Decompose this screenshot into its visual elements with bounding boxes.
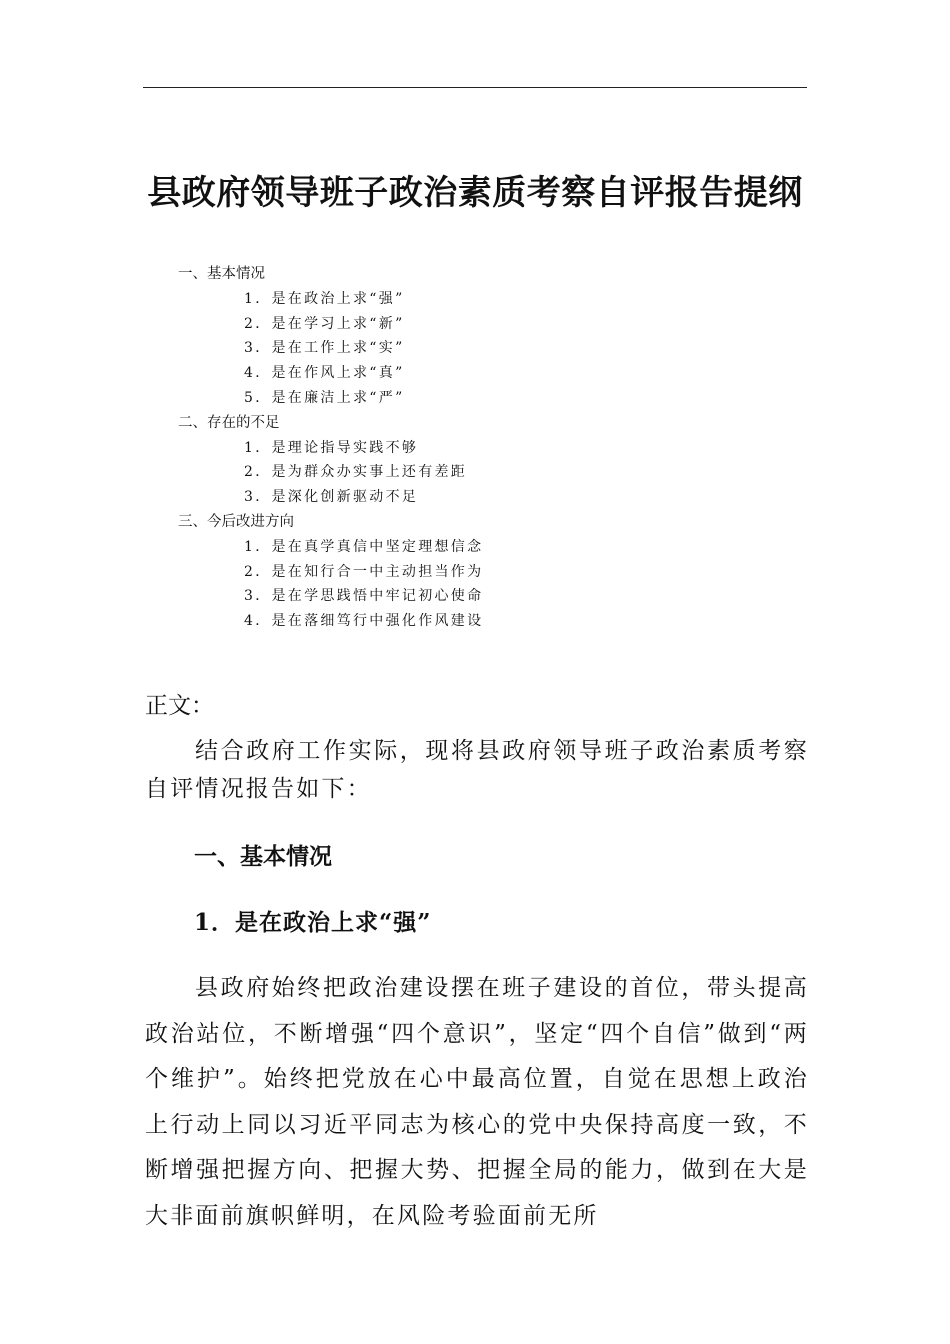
section-heading: 一、基本情况 (194, 844, 332, 870)
subsection-heading: 1．是在政治上求“强” (194, 909, 432, 936)
outline-item: 3．是在学思践悟中牢记初心使命 (244, 588, 484, 605)
outline-item: 2．是在知行合一中主动担当作为 (244, 563, 484, 580)
outline-item: 3．是在工作上求“实” (244, 340, 405, 357)
outline-heading: 二、存在的不足 (178, 414, 280, 431)
outline-heading: 一、基本情况 (178, 266, 265, 282)
outline-section-improvement (0, 510, 950, 634)
outline-item: 4．是在落细笃行中强化作风建设 (244, 613, 484, 630)
outline-item: 2．是在学习上求“新” (244, 315, 405, 332)
outline-item: 2．是为群众办实事上还有差距 (244, 464, 468, 481)
outline-item: 1．是在真学真信中坚定理想信念 (244, 538, 484, 555)
intro-paragraph: 结合政府工作实际，现将县政府领导班子政治素质考察自评情况报告如下： (145, 738, 809, 802)
outline-item: 1．是在政治上求“强” (244, 290, 405, 307)
body-intro-label: 正文： (145, 693, 214, 719)
outline-item: 3．是深化创新驱动不足 (244, 489, 419, 506)
outline-item: 1．是理论指导实践不够 (244, 439, 419, 456)
outline-section-basic (0, 262, 950, 411)
outline-heading: 三、今后改进方向 (178, 513, 294, 530)
outline (0, 262, 950, 634)
header-rule (143, 87, 807, 88)
document-title: 县政府领导班子政治素质考察自评报告提纲 (147, 173, 803, 213)
outline-item: 5．是在廉洁上求“严” (244, 389, 405, 406)
section-paragraph: 县政府始终把政治建设摆在班子建设的首位，带头提高政治站位，不断增强“四个意识”，坚定“四个自信”做到“两个维护”。始终把党放在心中最高位置，自觉在思想上政治上行动上同以习近平同志为核心的党中央保持高度一致，不断增强把握方向、把握大势、把握全局的能力，做到在大是大非面前旗帜鲜明，在风险考验面前无所 (145, 975, 809, 1229)
outline-item: 4．是在作风上求“真” (244, 365, 405, 382)
outline-section-shortcomings (0, 411, 950, 510)
